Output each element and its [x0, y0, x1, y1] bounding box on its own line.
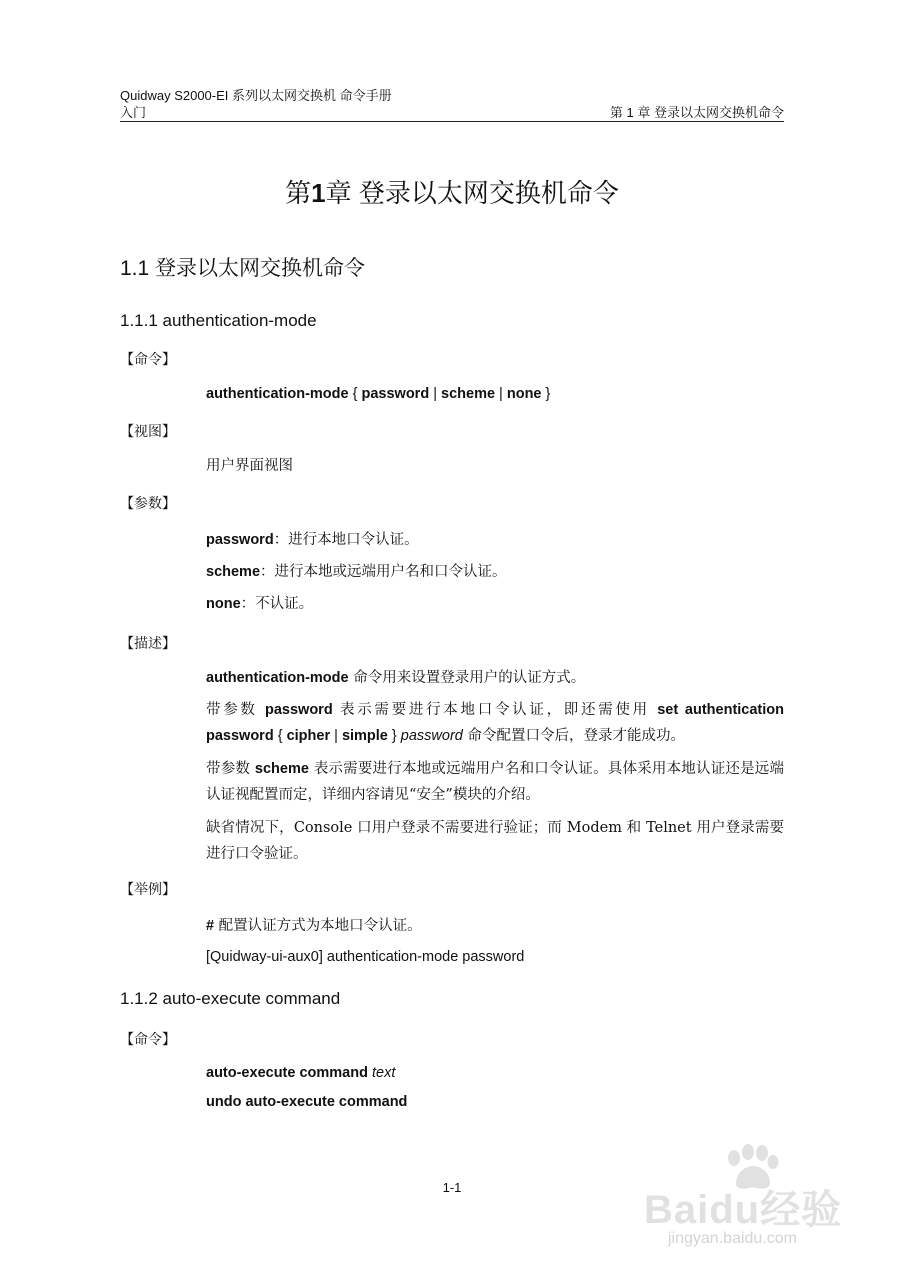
example-command: [Quidway-ui-aux0] authentication-mode password	[206, 949, 525, 965]
header-section-name: 入门	[120, 105, 147, 120]
desc-paragraph-4: 缺省情况下，Console 口用户登录不需要进行验证；而 Modem 和 Telnet 用户登录需要进行口令验证。	[206, 820, 784, 862]
desc-paragraph-1: authentication-mode 命令用来设置登录用户的认证方式。	[206, 670, 586, 686]
chapter-title: 第1章 登录以太网交换机命令	[285, 178, 619, 208]
subsection-title-authentication-mode: 1.1.1 authentication-mode	[120, 311, 317, 330]
tag-example: 【举例】	[120, 882, 176, 898]
header-rule	[120, 121, 784, 122]
desc-paragraph-3: 带参数 scheme 表示需要进行本地或远端用户名和口令认证。具体采用本地认证还是远端认证视配置而定，详细内容请见“安全”模块的介绍。	[206, 761, 785, 803]
watermark-brand: Baidu经验	[644, 1188, 843, 1232]
watermark-url: jingyan.baidu.com	[668, 1230, 797, 1247]
param-scheme: scheme：进行本地或远端用户名和口令认证。	[206, 564, 507, 580]
tag-parameters: 【参数】	[120, 496, 176, 512]
param-password: password：进行本地口令认证。	[206, 532, 419, 548]
command-syntax-undo: undo auto-execute command	[206, 1094, 408, 1110]
baidu-watermark	[644, 1140, 854, 1250]
tag-view: 【视图】	[120, 424, 176, 440]
example-comment: # 配置认证方式为本地口令认证。	[206, 918, 422, 934]
view-text: 用户界面视图	[206, 458, 293, 474]
page-number: 1-1	[442, 1180, 462, 1195]
header-chapter-ref: 第 1 章 登录以太网交换机命令	[609, 105, 784, 120]
subsection-title-auto-execute: 1.1.2 auto-execute command	[120, 989, 341, 1008]
tag-command: 【命令】	[120, 352, 176, 368]
tag-description: 【描述】	[120, 636, 176, 652]
section-title: 1.1 登录以太网交换机命令	[120, 257, 366, 280]
desc-paragraph-2: 带参数 password 表示需要进行本地口令认证，即还需使用 set authentication password { cipher | simple } password 命令配置口令后，登录才能成功。	[206, 702, 785, 744]
tag-command-2: 【命令】	[120, 1032, 176, 1048]
param-none: none：不认证。	[206, 596, 314, 612]
header-doc-title: Quidway S2000-EI 系列以太网交换机 命令手册	[120, 88, 392, 103]
command-syntax: authentication-mode { password | scheme | none }	[206, 386, 551, 402]
command-syntax-auto-execute: auto-execute command text	[206, 1065, 396, 1081]
